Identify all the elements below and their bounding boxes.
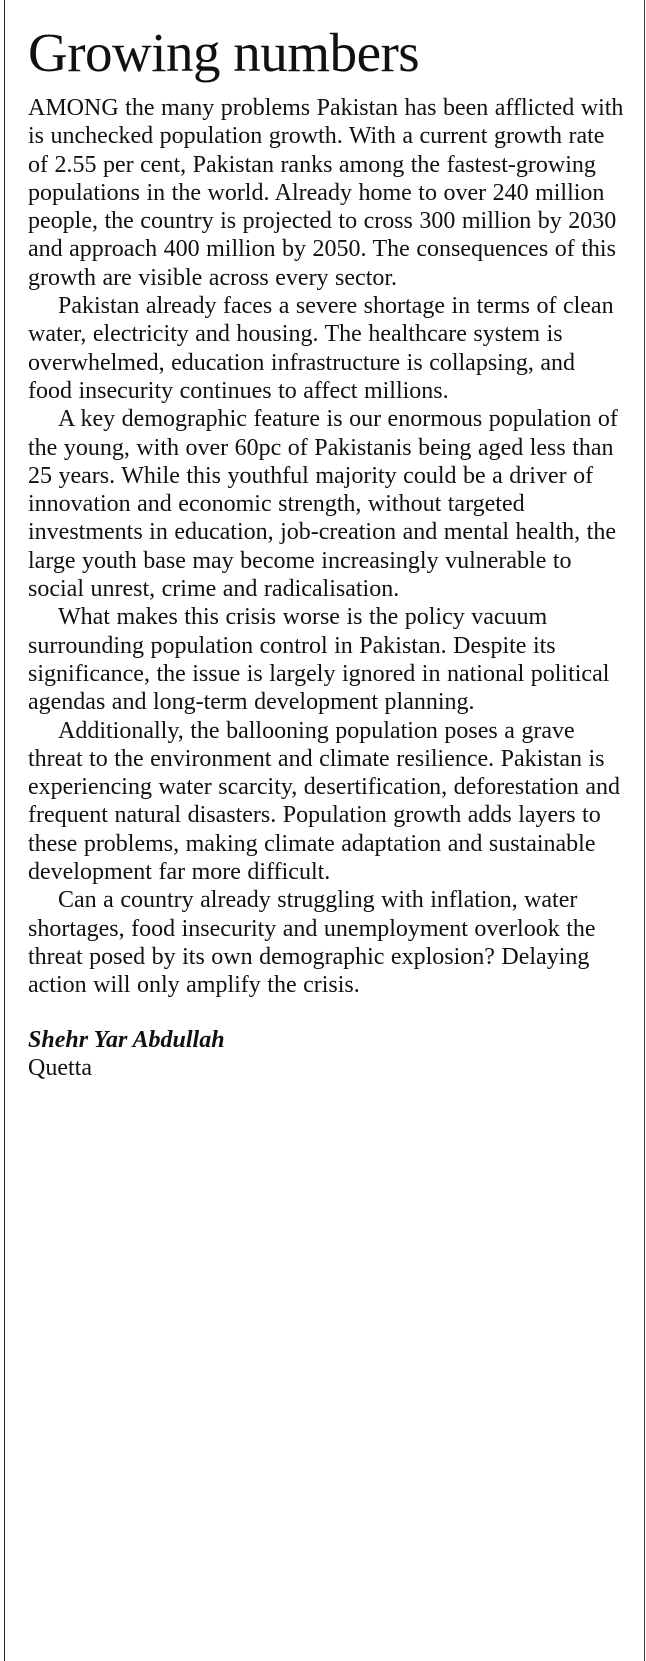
letter-article: [28, 22, 624, 1082]
paragraph-1: AMONG the many problems Pakistan has been afflicted with is unchecked population growth. With a current growth rate of 2.55 per cent, Pakistan ranks among the fastest-growing populations in the world. Already home to over 240 million people, the country is projected to cross 300 million by 2030 and approach 400 million by 2050. The consequences of this growth are visible across every sector.: [28, 95, 624, 291]
paragraph-2: Pakistan already faces a severe shortage in terms of clean water, electricity and housing. The healthcare system is overwhelmed, education infrastructure is collapsing, and food insecurity continues to affect millions.: [28, 293, 614, 404]
paragraph-5: Additionally, the ballooning population poses a grave threat to the environment and climate resilience. Pakistan is experiencing water scarcity, desertification, deforestation and frequent natural disasters. Population growth adds layers to these problems, making climate adaptation and sustainable development far more difficult.: [28, 717, 621, 886]
author-location: Quetta: [28, 1054, 92, 1081]
column-rule-left: [4, 0, 5, 1661]
letter-body: [28, 94, 624, 1000]
letter-headline: Growing numbers: [28, 22, 420, 83]
author-name: Shehr Yar Abdullah: [28, 1026, 225, 1053]
paragraph-3: A key demographic feature is our enormous population of the young, with over 60pc of Pakistanis being aged less than 25 years. While this youthful majority could be a driver of innovation and economic strength, without targeted investments in education, job-creation and mental health, the large youth base may become increasingly vulnerable to social unrest, crime and radicalisation.: [28, 406, 618, 603]
column-rule-right: [644, 0, 645, 1661]
paragraph-4: What makes this crisis worse is the policy vacuum surrounding population control in Pakistan. Despite its significance, the issue is largely ignored in national political agendas and long-term development planning.: [28, 604, 610, 716]
paragraph-6: Can a country already struggling with inflation, water shortages, food insecurity and unemployment overlook the threat posed by its own demographic explosion? Delaying action will only amplify the crisis.: [28, 887, 596, 999]
letter-signature: [28, 1026, 624, 1082]
